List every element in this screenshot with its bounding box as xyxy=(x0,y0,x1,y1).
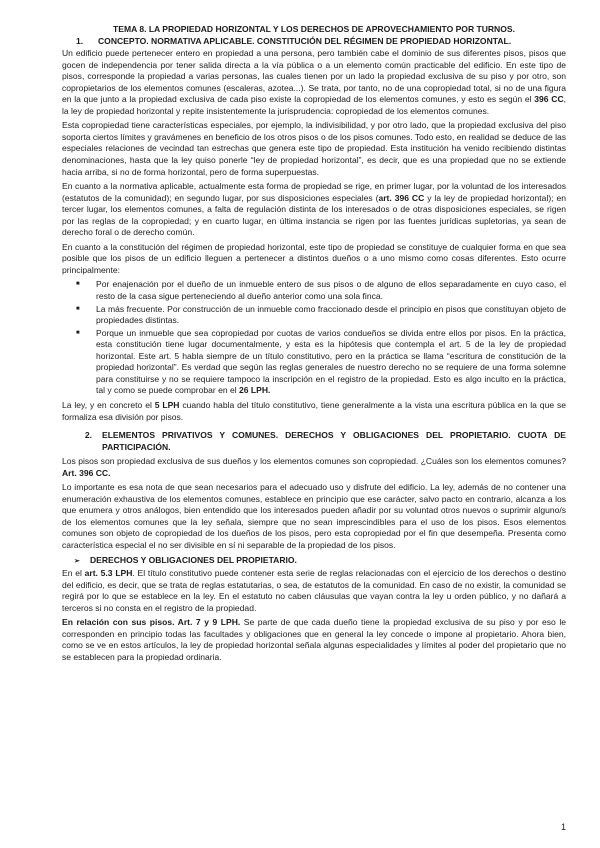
paragraph: En relación con sus pisos. Art. 7 y 9 LPH. Se parte de que cada dueño tiene la propiedad exclusiva de su piso y por eso le corresponden en principio todas las facultades y obligaciones que en general la ley concede o impone al propietario. Ahora bien, como se ve en estos artículos, la ley de propiedad horizontal señala algunas especialidades y límites al poder del propietario que no se establecen para la propiedad ordinaria. xyxy=(62,617,566,662)
paragraph: En cuanto a la constitución del régimen de propiedad horizontal, este tipo de propiedad se constituye de cualquier forma en que sea posible que los pisos de un edificio lleguen a pertenecer a distintos dueños o a uno mismo como cosas diferentes. Esto ocurre principalmente: xyxy=(62,241,566,275)
section-2-heading: 2. ELEMENTOS PRIVATIVOS Y COMUNES. DERECHOS Y OBLIGACIONES DEL PROPIETARIO. CUOTA DE PARTICIPACIÓN. xyxy=(84,430,566,452)
paragraph: La ley, y en concreto el 5 LPH cuando habla del título constitutivo, tiene generalmente a la vista una escritura pública en la que se formaliza esa división por pisos. xyxy=(62,399,566,422)
document-title: TEMA 8. LA PROPIEDAD HORIZONTAL Y LOS DERECHOS DE APROVECHAMIENTO POR TURNOS. xyxy=(113,24,515,34)
page-number: 1 xyxy=(560,822,566,832)
bullet-icon: ■ xyxy=(76,329,80,336)
bullet-list xyxy=(62,279,566,396)
paragraph: Un edificio puede pertenecer entero en propiedad a una persona, pero también cabe el dominio de sus diferentes pisos, pisos que gocen de independencia por tener salida directa a la vía pública o a un elemento común practicable del edificio. En este tipo de pisos, corresponde la propiedad a varias personas, las cuales tienen por un lado la propiedad exclusiva de su piso y por otro, son copropietarios de los elementos comunes (escaleras, azotea...). Se trata, por tanto, no de una copropiedad total, si no de una figura en la que junto a la propiedad exclusiva de cada piso existe la copropiedad de los elementos comunes, y esto es según el 396 CC, la ley de propiedad horizontal y repite insistentemente la jurisprudencia: copropiedad de los elementos comunes. xyxy=(62,48,567,116)
paragraph: Esta copropiedad tiene características especiales, por ejemplo, la indivisibilidad, y por otro lado, que la propiedad exclusiva del piso soporta ciertos límites y gravámenes en beneficio de los otros pisos o de los pisos comunes. Todo esto, en realidad se deduce de las especiales relaciones de vecindad tan estrechas que genera este tipo de propiedad. Esta institución ha venido recibiendo distintas denominaciones, hasta que la ley quiso ponerle “ley de propiedad horizontal”, es decir, que es una propiedad que no se extiende hacia arriba, si no de forma horizontal, pero de forma superpuestas. xyxy=(62,120,566,177)
subsection-heading: ➢ DERECHOS Y OBLIGACIONES DEL PROPIETARIO. xyxy=(62,555,566,568)
bullet-icon: ■ xyxy=(76,305,80,312)
bullet-icon: ■ xyxy=(76,281,80,288)
paragraph: En cuanto a la normativa aplicable, actualmente esta forma de propiedad se rige, en primer lugar, por la voluntad de los interesados (estatutos de la comunidad); en segundo lugar, por sus disposiciones especiales (art. 396 CC y la ley de propiedad horizontal); en tercer lugar, los elementos comunes, a falta de regulación distinta de los interesados o de otras disposiciones especiales, se rigen por las reglas de la copropiedad; y en cuarto lugar, en última instancia se rigen por las fuentes jurídicas supletorias, ya sean de derecho foral o de derecho común. xyxy=(62,181,567,238)
list-item: ■ La más frecuente. Por construcción de un inmueble como fraccionado desde el principio en pisos que constituyan objeto de propiedades distintas. xyxy=(76,303,566,326)
list-item: ■ Por enajenación por el dueño de un inmueble entero de sus pisos o de alguno de ellos separadamente en cuyo caso, el resto de la casa sigue perteneciendo al dueño anterior como una sola finca. xyxy=(76,279,566,302)
paragraph: Lo importante es esa nota de que sean necesarios para el adecuado uso y disfrute del edificio. La ley, además de no contener una enumeración exhaustiva de los elementos comunes, establece en principio que ese carácter, salvo pacto en contrario, alcanza a los que enumera y otros análogos, bien entendido que los interesados pueden añadir por su voluntad otros nuevos o suprimir alguno/s de los elementos comunes que la ley señala, siempre que no sean imprescindibles para el uso de los pisos. Esos elementos comunes son objeto de copropiedad de los dueños de los pisos, pero esta copropiedad por el fin que desempeña. Presenta como característica especial el no ser divisible en sí ni separable de la propiedad de los pisos. xyxy=(62,482,566,550)
section-1-heading: 1. CONCEPTO. NORMATIVA APLICABLE. CONSTITUCIÓN DEL RÉGIMEN DE PROPIEDAD HORIZONTAL. xyxy=(76,35,512,46)
paragraph: En el art. 5.3 LPH. El título constitutivo puede contener esta serie de reglas relacionadas con el ejercicio de los derechos o destino del edificio, es decir, que se trata de reglas estatutarias, o sea, de estatutos de la comunidad. En caso de no existir, la comunidad se regirá por lo que se establece en la ley. En el estatuto no caben cláusulas que vayan contra la ley u orden público, y no dañará a terceros si no consta en el registro de la propiedad. xyxy=(62,568,566,613)
arrow-bullet-icon: ➢ xyxy=(74,557,80,565)
list-item: ■ Porque un inmueble que sea copropiedad por cuotas de varios condueños se divida entre ellos por pisos. En la práctica, esta constitución tiene lugar documentalmente, y esta es la hipótesis que contempla el art. 5 de la ley de propiedad horizontal. Este art. 5 habla siempre de un título constitutivo, pero en la práctica se llama “escritura de constitución de la propiedad horizontal”. Es verdad que según las reglas generales de nuestro derecho no se requiere de una forma solemne para constituirse y no se requiere tampoco la inscripción en el registro de la propiedad. Esto es algo inculto en la práctica, tal y como se puede comprobar en el 26 LPH. xyxy=(76,327,566,396)
paragraph: Los pisos son propiedad exclusiva de sus dueños y los elementos comunes son copropiedad. ¿Cuáles son los elementos comunes? Art. 396 CC. xyxy=(62,456,566,478)
